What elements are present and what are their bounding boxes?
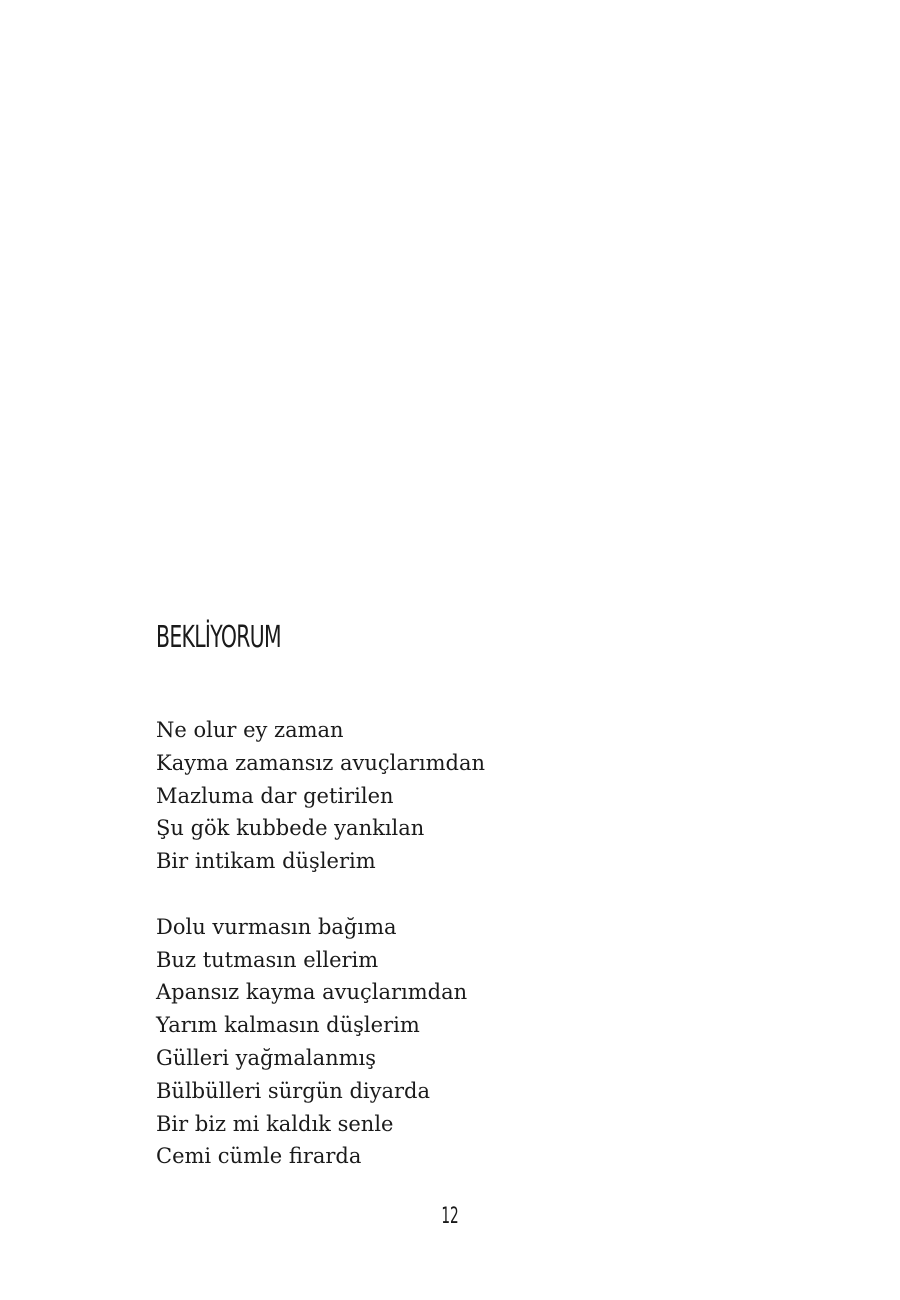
verse-line: Dolu vurmasın bağıma bbox=[156, 914, 397, 939]
verse-line: Mazluma dar getirilen bbox=[156, 783, 394, 808]
verse-line: Yarım kalmasın düşlerim bbox=[156, 1013, 420, 1038]
verse-line: Bir biz mi kaldık senle bbox=[156, 1111, 394, 1136]
stanza-1 bbox=[156, 714, 485, 878]
verse-line: Kayma zamansız avuçlarımdan bbox=[156, 750, 486, 775]
verse-line: Ne olur ey zaman bbox=[156, 718, 344, 742]
verse-line: Apansız kayma avuçlarımdan bbox=[156, 980, 468, 1005]
verse-line: Buz tutmasın ellerim bbox=[156, 947, 379, 972]
verse-line: Bülbülleri sürgün diyarda bbox=[156, 1078, 430, 1103]
verse-line: Şu gök kubbede yankılan bbox=[156, 816, 425, 841]
page-number bbox=[0, 1204, 900, 1229]
verse-line: Bir intikam düşlerim bbox=[156, 849, 376, 874]
poem-title: BEKLİYORUM bbox=[156, 620, 281, 655]
verse-line: Gülleri yağmalanmış bbox=[156, 1045, 377, 1070]
stanza-2 bbox=[156, 911, 485, 1173]
verse-line: Cemi cümle firarda bbox=[156, 1144, 362, 1169]
poem-body bbox=[156, 714, 485, 1173]
page-number-label: 12 bbox=[441, 1204, 459, 1229]
